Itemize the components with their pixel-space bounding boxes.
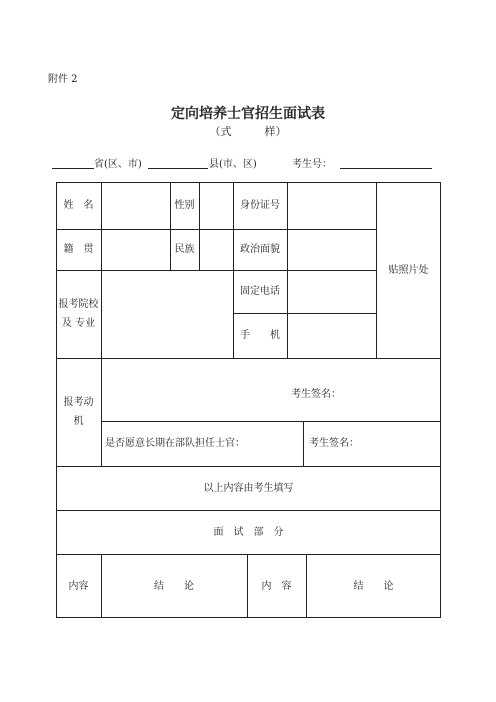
political-input[interactable] <box>287 229 376 270</box>
id-input[interactable] <box>287 182 376 229</box>
origin-input[interactable] <box>101 229 170 270</box>
content-label-2: 内 容 <box>261 580 292 592</box>
school-input[interactable] <box>101 270 233 358</box>
page-subtitle: （式 样） <box>209 125 287 138</box>
col-line <box>303 421 304 466</box>
attachment-label: 附件 2 <box>48 74 78 85</box>
ethnicity-input[interactable] <box>199 229 233 270</box>
county-label: 县(市、区) <box>209 159 257 170</box>
name-label: 姓 名 <box>63 200 94 211</box>
conclusion-label-2: 结 论 <box>353 580 394 592</box>
willing-label: 是否愿意长期在部队担任士官： <box>105 438 245 449</box>
motive-input[interactable] <box>101 358 441 421</box>
photo-area[interactable]: 贴照片处 <box>388 264 429 276</box>
mobile-label: 手 机 <box>240 330 280 341</box>
signature-label-2: 考生签名： <box>309 438 359 449</box>
origin-label: 籍 贯 <box>63 244 94 255</box>
phone-label: 固定电话 <box>240 286 280 297</box>
signature-label-1: 考生签名： <box>291 389 341 400</box>
mobile-input[interactable] <box>287 313 376 358</box>
ethnicity-label: 民族 <box>174 244 195 255</box>
page-title: 定向培养士官招生面试表 <box>171 106 325 122</box>
filled-note: 以上内容由考生填写 <box>203 482 294 494</box>
political-label: 政治面貌 <box>240 244 280 255</box>
motive-label: 报考动机 <box>63 397 94 427</box>
conclusion-label-1: 结 论 <box>154 580 194 592</box>
exam-no-label: 考生号： <box>292 159 332 170</box>
province-blank[interactable] <box>52 168 94 169</box>
province-label: 省(区、市) <box>94 159 142 170</box>
school-label: 报考院校及 专业 <box>58 299 99 329</box>
name-input[interactable] <box>101 182 170 229</box>
gender-label: 性别 <box>174 200 195 211</box>
phone-input[interactable] <box>287 270 376 313</box>
id-label: 身份证号 <box>240 200 280 211</box>
content-label-1: 内容 <box>68 580 89 592</box>
exam-no-blank[interactable] <box>340 168 432 169</box>
county-blank[interactable] <box>148 168 208 169</box>
interview-section-title: 面 试 部 分 <box>213 526 284 538</box>
gender-input[interactable] <box>199 182 233 229</box>
